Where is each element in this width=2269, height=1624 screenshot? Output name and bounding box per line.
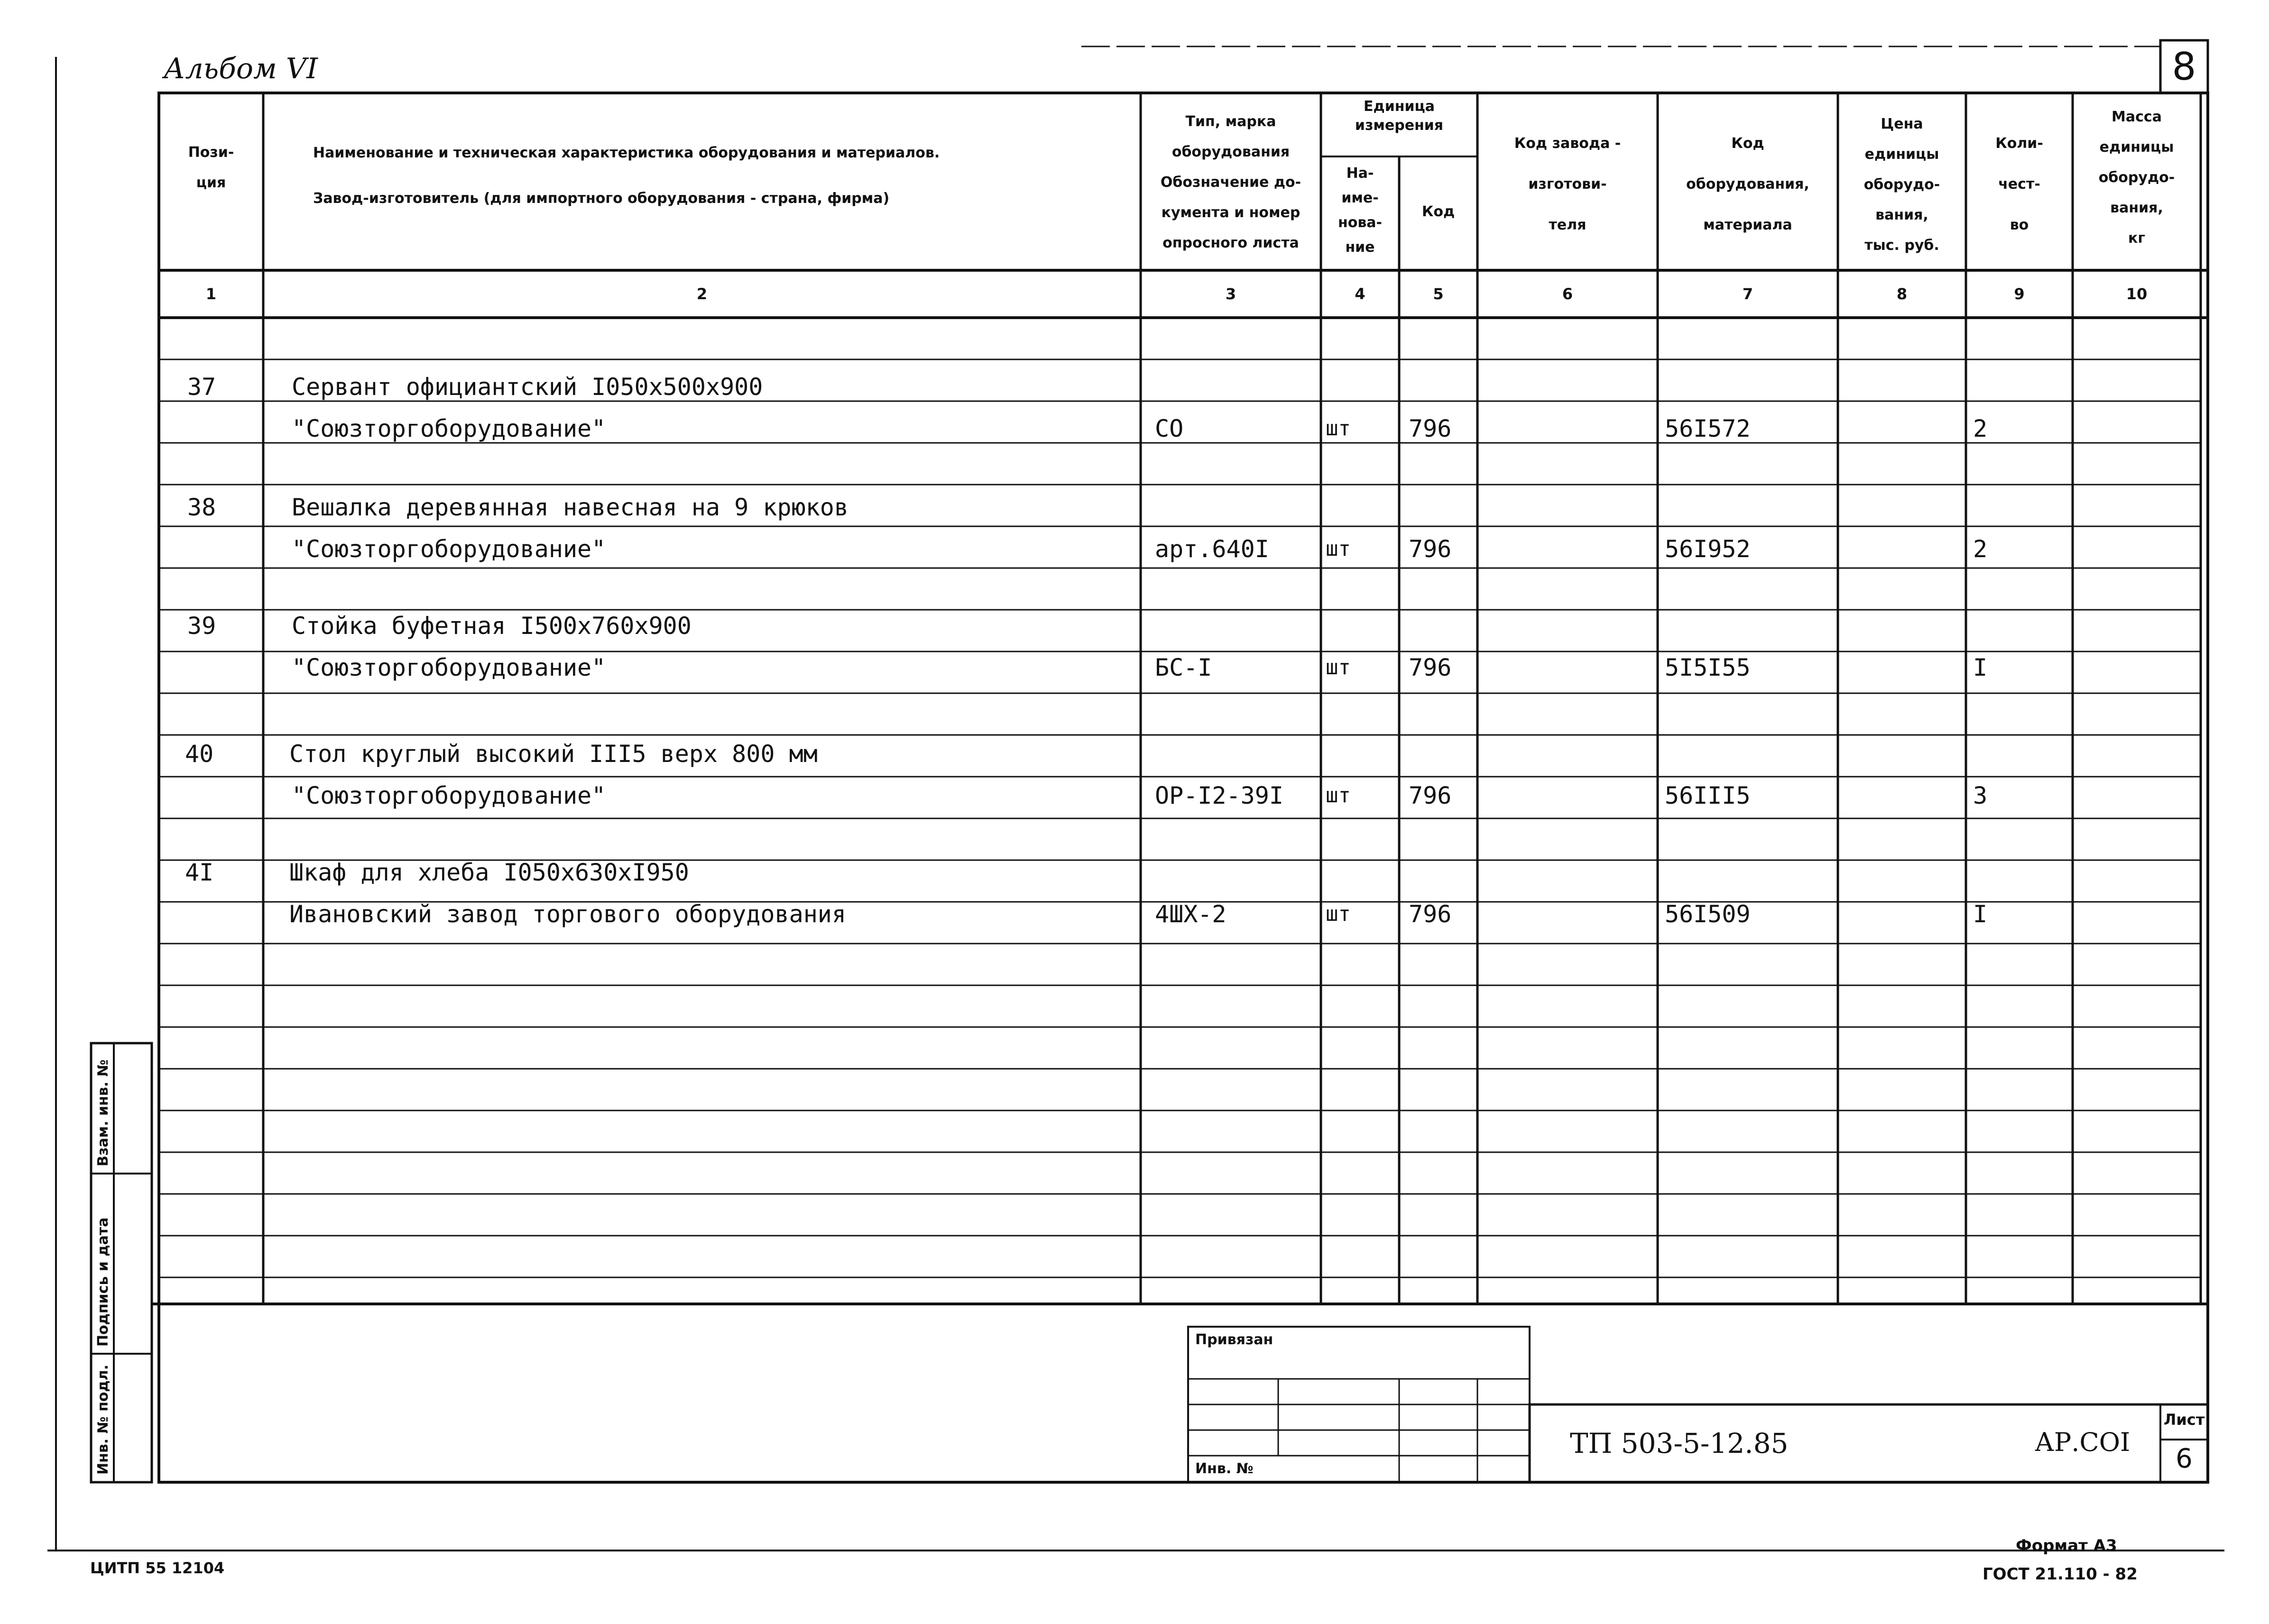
footer-format: Формат А3 [2016,1536,2117,1555]
item-code: 56I952 [1665,535,1751,563]
item-maker: Ивановский завод торгового оборудования [289,900,846,928]
stamp-document-code: АР.СОI [2035,1427,2131,1457]
header-unit-name: На- име- нова- ние [1337,165,1383,256]
col-number: 8 [1896,285,1908,303]
item-position: 39 [187,612,216,640]
side-label-signature-date: Подпись и дата [95,1217,111,1347]
header-unit-code: Код [1421,203,1455,220]
item-type: 4ШХ-2 [1155,900,1227,928]
footer-gost: ГОСТ 21.110 - 82 [1983,1565,2138,1584]
item-name: Шкаф для хлеба I050x630xI950 [289,859,689,886]
item-maker: "Союзторгоборудование" [292,782,606,809]
stamp-sheet-label: Лист [2163,1411,2205,1429]
col-number: 4 [1355,285,1365,303]
item-name: Стол круглый высокий III5 верх 800 мм [289,740,818,768]
col-number: 3 [1225,285,1236,303]
item-code: 5I5I55 [1665,654,1751,681]
footer-left: ЦИТП 55 12104 [90,1559,225,1577]
header-factory-code: Код завода - изготови- теля [1514,135,1621,233]
stamp-bound: Привязан [1195,1331,1273,1348]
item-maker: "Союзторгоборудование" [292,535,606,563]
item-type: БС-I [1155,654,1212,681]
item-qty: 2 [1973,535,1988,563]
item-name: Сервант официантский I050x500x900 [292,373,763,401]
item-maker: "Союзторгоборудование" [292,654,606,681]
header-mass: Масса единицы оборудо- вания, кг [2098,109,2175,247]
header-unit: Единица измерения [1355,98,1444,134]
header-price: Цена единицы оборудо- вания, тыс. руб. [1863,116,1940,254]
item-type: СО [1155,415,1184,442]
stamp-inv: Инв. № [1195,1460,1254,1477]
album-title: Альбом VI [164,52,318,85]
side-label-original-inv: Инв. № подл. [95,1364,111,1475]
item-position: 37 [187,373,216,401]
col-number: 9 [2014,285,2025,303]
header-type: Тип, марка оборудования Обозначение до- кумента и номер опросного листа [1160,113,1301,251]
item-type: арт.640I [1155,535,1269,563]
item-code: 56III5 [1665,782,1751,809]
col-number: 2 [696,285,708,303]
item-position: 38 [187,494,216,521]
item-qty: I [1973,654,1988,681]
side-label-replacement-inv: Взам. инв. № [95,1059,111,1166]
col-number: 5 [1433,285,1444,303]
item-code: 56I572 [1665,415,1751,442]
item-unit: шт [1326,537,1351,561]
item-position: 4I [185,859,214,886]
item-type: ОР-I2-39I [1155,782,1283,809]
col-number: 10 [2126,285,2148,303]
stamp-project-code: ТП 503-5-12.85 [1570,1427,1789,1459]
item-unit: шт [1326,655,1351,679]
item-qty: I [1973,900,1988,928]
item-name: Вешалка деревянная навесная на 9 крюков [292,494,849,521]
item-unit-code: 796 [1409,900,1452,928]
item-maker: "Союзторгоборудование" [292,415,606,442]
item-unit: шт [1326,416,1351,440]
item-code: 56I509 [1665,900,1751,928]
header-name: Наименование и техническая характеристика оборудования и материалов. Завод-изготовитель (для импортного оборудования - страна, фирма) [313,145,940,207]
item-unit: шт [1326,902,1351,926]
sheet-corner-number: 8 [2172,45,2196,89]
item-unit-code: 796 [1409,415,1452,442]
item-position: 40 [185,740,214,768]
item-qty: 3 [1973,782,1988,809]
stamp-sheet-number: 6 [2176,1443,2193,1474]
header-equipment-code: Код оборудования, материала [1686,135,1809,233]
item-qty: 2 [1973,415,1988,442]
item-unit-code: 796 [1409,654,1452,681]
item-unit-code: 796 [1409,535,1452,563]
col-number: 7 [1742,285,1753,303]
item-unit: шт [1326,783,1351,807]
header-quantity: Коли- чест- во [1995,135,2043,233]
col-number: 6 [1562,285,1573,303]
item-name: Стойка буфетная I500x760x900 [292,612,692,640]
item-unit-code: 796 [1409,782,1452,809]
header-position: Пози- ция [188,144,234,191]
col-number: 1 [205,285,217,303]
